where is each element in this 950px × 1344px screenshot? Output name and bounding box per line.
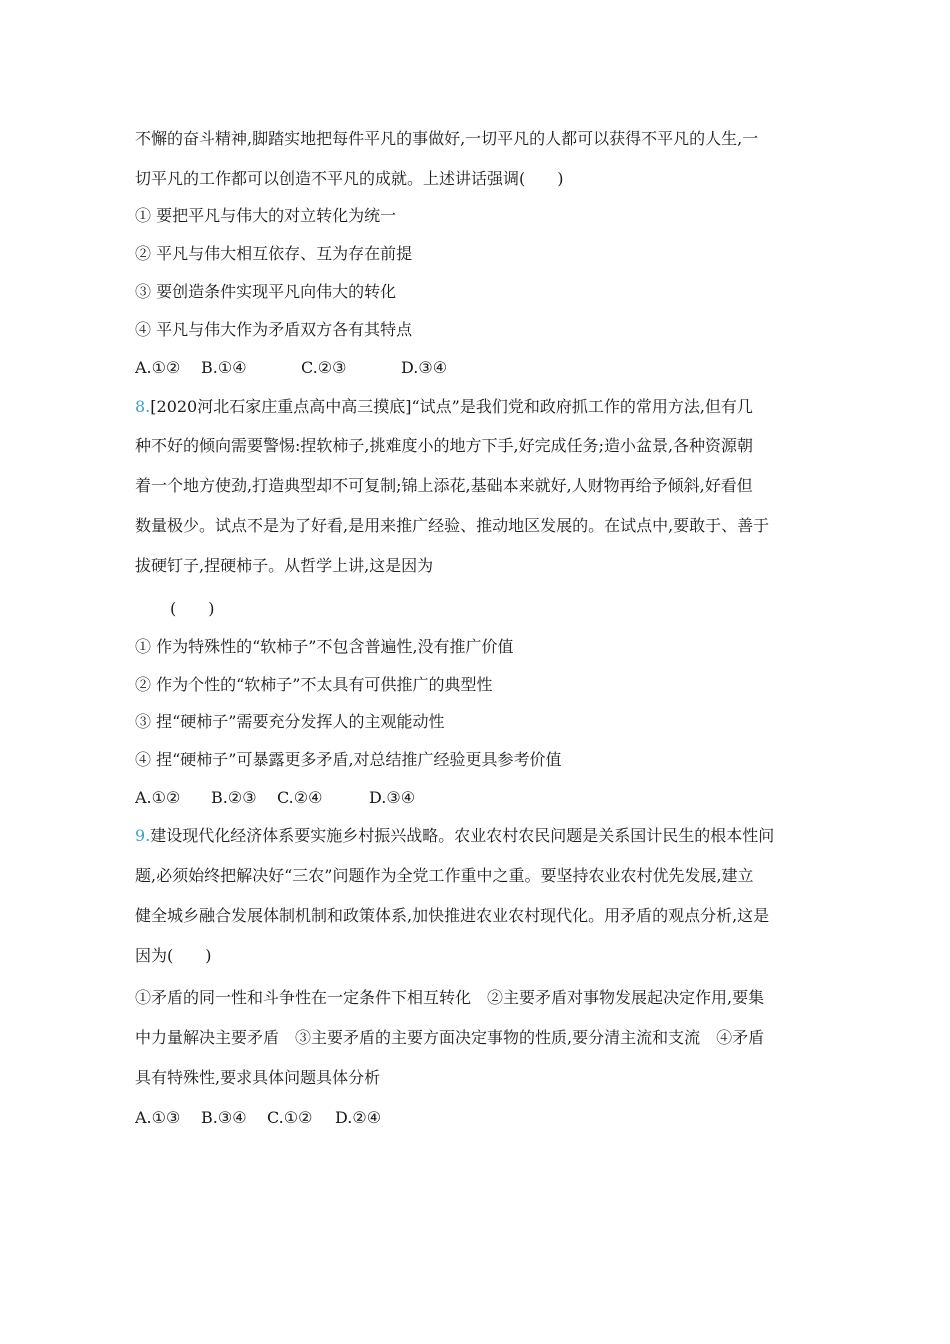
question7-text-line-2: 切平凡的工作都可以创造不平凡的成就。上述讲话强调( ) [135, 169, 564, 188]
question7-option-b[interactable]: B.①④ [201, 358, 247, 377]
question7-text-line-1: 不懈的奋斗精神,脚踏实地把每件平凡的事做好,一切平凡的人都可以获得不平凡的人生,一 [135, 129, 759, 148]
question8-options [135, 787, 815, 809]
question7-option-c[interactable]: C.②③ [301, 358, 347, 377]
question9-option-a[interactable]: A.①③ [135, 1108, 181, 1127]
question8-option-a[interactable]: A.①② [135, 788, 181, 807]
question8-number: 8. [135, 397, 151, 416]
question8-text-line-1 [135, 396, 815, 418]
question8-stem-line-1: [2020河北石家庄重点高中高三摸底]“试点”是我们党和政府抓工作的常用方法,但有几 [150, 397, 753, 416]
question9-option-d[interactable]: D.②④ [335, 1108, 382, 1127]
question8-text-line-5: 拔硬钉子,捏硬柿子。从哲学上讲,这是因为 [135, 556, 434, 575]
question8-option-c[interactable]: C.②④ [277, 788, 323, 807]
question8-text-line-3: 着一个地方使劲,打造典型却不可复制;锦上添花,基础本来就好,人财物再给予倾斜,好看但 [135, 476, 753, 495]
question9-text-line-3: 健全城乡融合发展体制机制和政策体系,加快推进农业农村现代化。用矛盾的观点分析,这是 [135, 906, 770, 925]
question9-statement-line-2: 中力量解决主要矛盾 ③主要矛盾的主要方面决定事物的性质,要分清主流和支流 ④矛盾 [135, 1028, 765, 1047]
question7-statement-3: ③ 要创造条件实现平凡向伟大的转化 [135, 282, 397, 301]
question9-statement-line-1: ①矛盾的同一性和斗争性在一定条件下相互转化 ②主要矛盾对事物发展起决定作用,要集 [135, 988, 765, 1007]
question9-text-line-2: 题,必须始终把解决好“三农”问题作为全党工作重中之重。要坚持农业农村优先发展,建立 [135, 866, 754, 885]
question9-options [135, 1107, 815, 1129]
question8-option-d[interactable]: D.③④ [369, 788, 416, 807]
question7-statement-2: ② 平凡与伟大相互依存、互为存在前提 [135, 244, 413, 263]
question9-stem-line-1: 建设现代化经济体系要实施乡村振兴战略。农业农村农民问题是关系国计民生的根本性问 [150, 826, 775, 845]
question8-text-line-4: 数量极少。试点不是为了好看,是用来推广经验、推动地区发展的。在试点中,要敢于、善于 [135, 516, 770, 535]
question9-option-b[interactable]: B.③④ [201, 1108, 247, 1127]
question7-statement-4: ④ 平凡与伟大作为矛盾双方各有其特点 [135, 320, 413, 339]
question8-statement-4: ④ 捏“硬柿子”可暴露更多矛盾,对总结推广经验更具参考价值 [135, 750, 562, 769]
question7-statement-1: ① 要把平凡与伟大的对立转化为统一 [135, 206, 397, 225]
question9-number: 9. [135, 826, 151, 845]
question8-statement-1: ① 作为特殊性的“软柿子”不包含普遍性,没有推广价值 [135, 637, 514, 656]
question8-answer-bracket: ( ) [170, 599, 215, 618]
question8-text-line-2: 种不好的倾向需要警惕:捏软柿子,挑难度小的地方下手,好完成任务;造小盆景,各种资源朝 [135, 436, 754, 455]
question9-statement-line-3: 具有特殊性,要求具体问题具体分析 [135, 1068, 381, 1087]
question7-options [135, 357, 815, 379]
question7-option-d[interactable]: D.③④ [401, 358, 448, 377]
question8-statement-3: ③ 捏“硬柿子”需要充分发挥人的主观能动性 [135, 712, 445, 731]
question9-option-c[interactable]: C.①② [267, 1108, 313, 1127]
question8-option-b[interactable]: B.②③ [211, 788, 257, 807]
question8-statement-2: ② 作为个性的“软柿子”不太具有可供推广的典型性 [135, 675, 493, 694]
question7-option-a[interactable]: A.①② [135, 358, 181, 377]
question9-text-line-4: 因为( ) [135, 946, 212, 965]
question9-text-line-1 [135, 825, 815, 847]
